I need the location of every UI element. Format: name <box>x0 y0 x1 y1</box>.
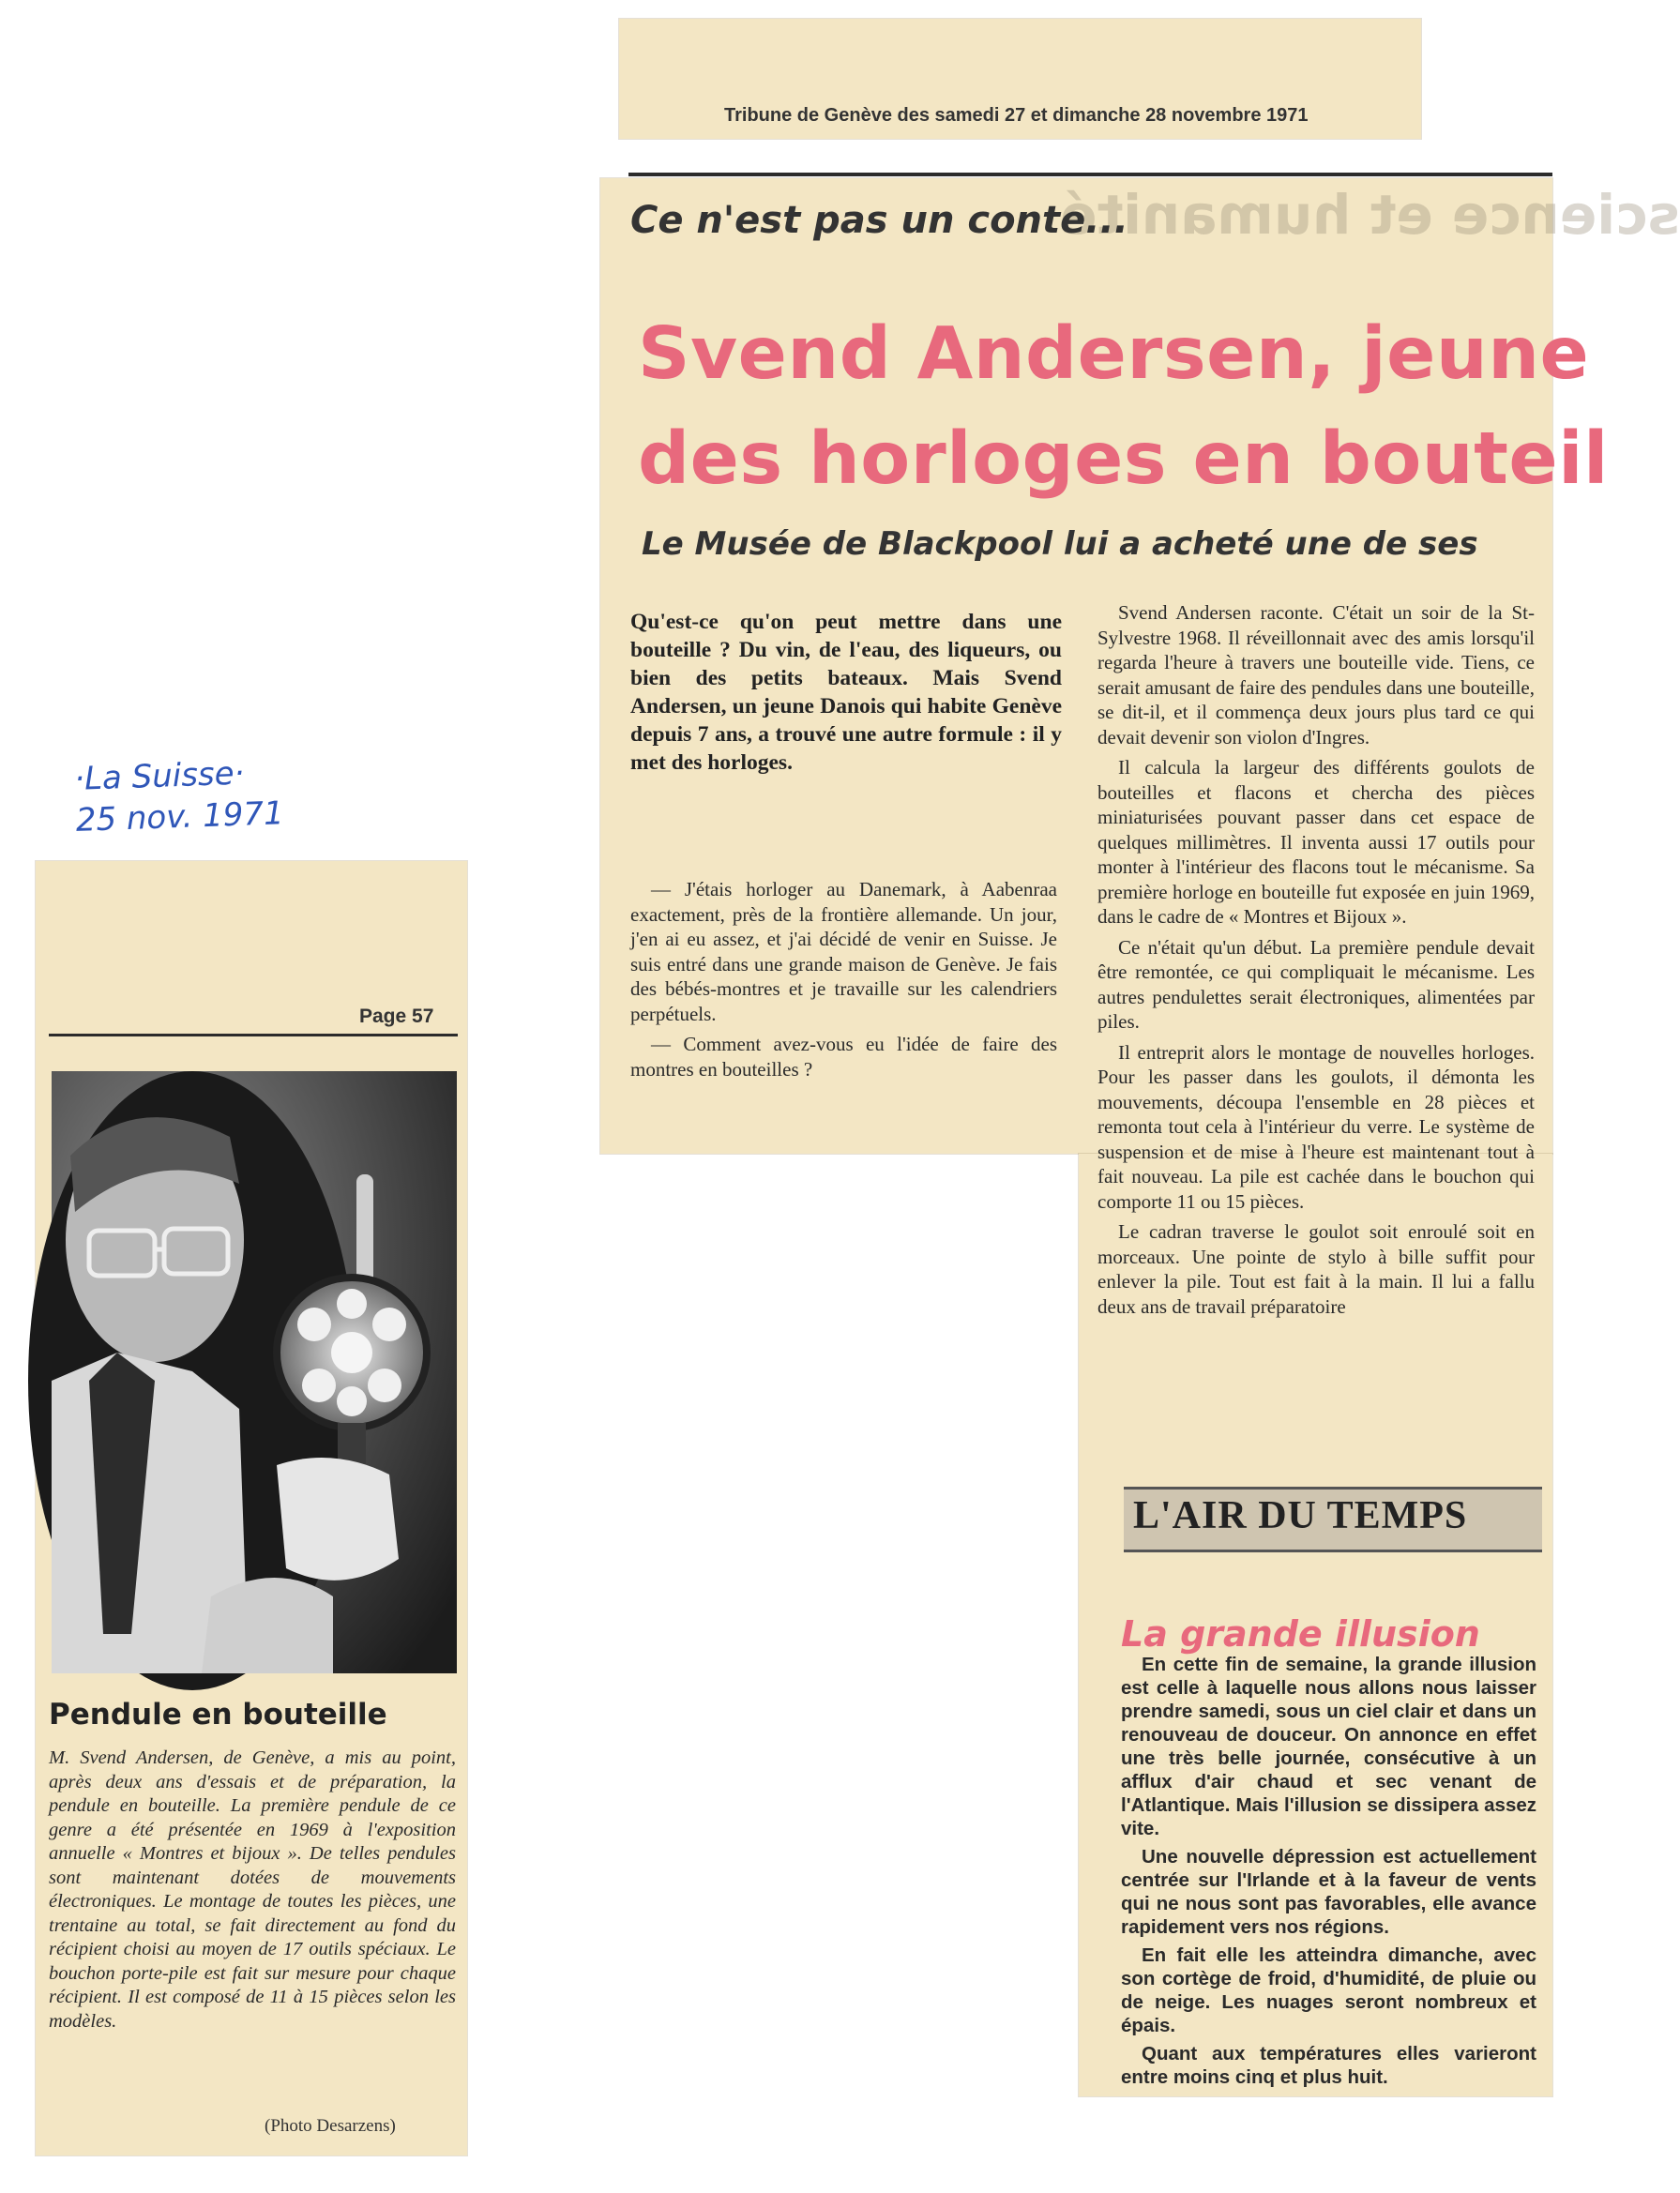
portrait-photo <box>52 1071 457 1673</box>
photo-credit: (Photo Desarzens) <box>265 2116 396 2136</box>
page-label: Page 57 <box>359 1006 434 1027</box>
handwritten-source-note <box>74 751 285 841</box>
column-2-paragraph: Le cadran traverse le goulot soit enroulé soit en morceaux. Une pointe de stylo à bille suffit pour enlever la pile. Tout est fait à la main. Il lui a fallu deux ans de travail préparatoire <box>1097 1220 1535 1318</box>
photo-caption: M. Svend Andersen, de Genève, a mis au point, après deux ans d'essais et de préparation, la pendule en bouteille. La première pendule de ce genre a été présentée en 1969 à l'exposition annuelle « Montres et bijoux ». De telles pendules sont maintenant dotées de mouvements électroniques. Le montage de toutes les pièces, une trentaine au total, se fait directement au fond du récipient choisi au moyen de 17 outils spéciaux. Le bouchon porte-pile est fait sur mesure pour chaque récipient. Il est composé de 11 à 15 pièces selon les modèles. <box>49 1747 456 2032</box>
column-2-paragraph: Ce n'était qu'un début. La première pendule devait être remontée, ce qui compliquait le mécanisme. Les autres pendulettes serait électroniques, alimentées par piles. <box>1097 935 1535 1033</box>
air-du-temps-body <box>1121 1653 1536 2094</box>
headline-line-2: des horloges en bouteil <box>638 417 1609 501</box>
man-with-bottle-clock-image <box>52 1071 457 1673</box>
column-2-paragraph: Il entreprit alors le montage de nouvelles horloges. Pour les passer dans les goulots, il démonta les mouvements, découpa l'ensemble en 28 pièces et remonta tout cela à l'intérieur du verre. Le système de suspension et de mise à l'heure est maintenant tout à fait nouveau. La pile est cachée dans le bouchon qui comporte 11 ou 15 pièces. <box>1097 1040 1535 1213</box>
air-du-temps-title: L'AIR DU TEMPS <box>1133 1494 1468 1537</box>
handnote-line-2: 25 nov. 1971 <box>75 794 285 839</box>
la-suisse-top-rule <box>49 1034 458 1036</box>
air-paragraph: En fait elle les atteindra dimanche, avec son cortège de froid, d'humidité, de pluie ou de neige. Les nuages seront nombreux et épais. <box>1121 1944 1536 2036</box>
lead-paragraph: Qu'est-ce qu'on peut mettre dans une bouteille ? Du vin, de l'eau, des liqueurs, ou bien des petits bateaux. Mais Svend Andersen, un jeune Danois qui habite Genève depuis 7 ans, a trouvé une autre formule : il y met des horloges. <box>630 610 1062 775</box>
handnote-line-1: ·La Suisse· <box>73 754 246 798</box>
air-paragraph: Une nouvelle dépression est actuellement centrée sur l'Irlande et à la faveur de vents qui ne nous sont pas favorables, elle avance rapidement vers nos régions. <box>1121 1846 1536 1938</box>
bleed-through-text: science et humanité <box>1060 183 1680 247</box>
air-du-temps-subtitle: La grande illusion <box>1121 1613 1480 1655</box>
article-column-1 <box>630 877 1057 1087</box>
dateline: Tribune de Genève des samedi 27 et dimanche 28 novembre 1971 <box>724 105 1309 126</box>
column-1-paragraph: — Comment avez-vous eu l'idée de faire des montres en bouteilles ? <box>630 1033 1057 1081</box>
caption-title: Pendule en bouteille <box>49 1698 387 1732</box>
kicker: Ce n'est pas un conte... <box>630 199 1128 242</box>
column-2-paragraph: Svend Andersen raconte. C'était un soir de la St-Sylvestre 1968. Il réveillonnait avec des amis lorsqu'il regarda l'heure à travers une bouteille vide. Tiens, ce serait amusant de faire des pendules dans une bouteille, se dit-il, et il commença deux jours plus tard ce qui devait devenir son violon d'Ingres. <box>1097 601 1535 749</box>
article-column-2 <box>1097 600 1535 1324</box>
column-1-paragraph: — J'étais horloger au Danemark, à Aabenraa exactement, près de la frontière allemande. Un jour, j'en ai eu assez, et j'ai décidé de venir en Suisse. Je suis entré dans une grande maison de Genève. Je fais des bébés-montres et je travaille sur les calendriers perpétuels. <box>630 878 1057 1025</box>
column-2-paragraph: Il calcula la largeur des différents goulots de bouteilles et flacons et chercha des pièces miniaturisées pouvant passer dans cet espace de quelques millimètres. Il inventa aussi 17 outils pour monter à l'intérieur des flacons tout le mécanisme. Sa première horloge en bouteille fut exposée en juin 1969, dans le cadre de « Montres et Bijoux ». <box>1097 756 1535 928</box>
headline-line-1: Svend Andersen, jeune <box>638 312 1590 396</box>
air-paragraph: En cette fin de semaine, la grande illusion est celle à laquelle nous allons nous laisser prendre samedi, sous un ciel clair et dans un renouveau de douceur. On annonce en effet une très belle journée, consécutive à un afflux d'air chaud et sec venant de l'Atlantique. Mais l'illusion se dissipera assez vite. <box>1121 1654 1536 1839</box>
air-paragraph: Quant aux températures elles varieront entre moins cinq et plus huit. <box>1121 2043 1536 2088</box>
article-top-rule <box>628 173 1552 176</box>
subhead: Le Musée de Blackpool lui a acheté une de ses <box>642 525 1478 563</box>
